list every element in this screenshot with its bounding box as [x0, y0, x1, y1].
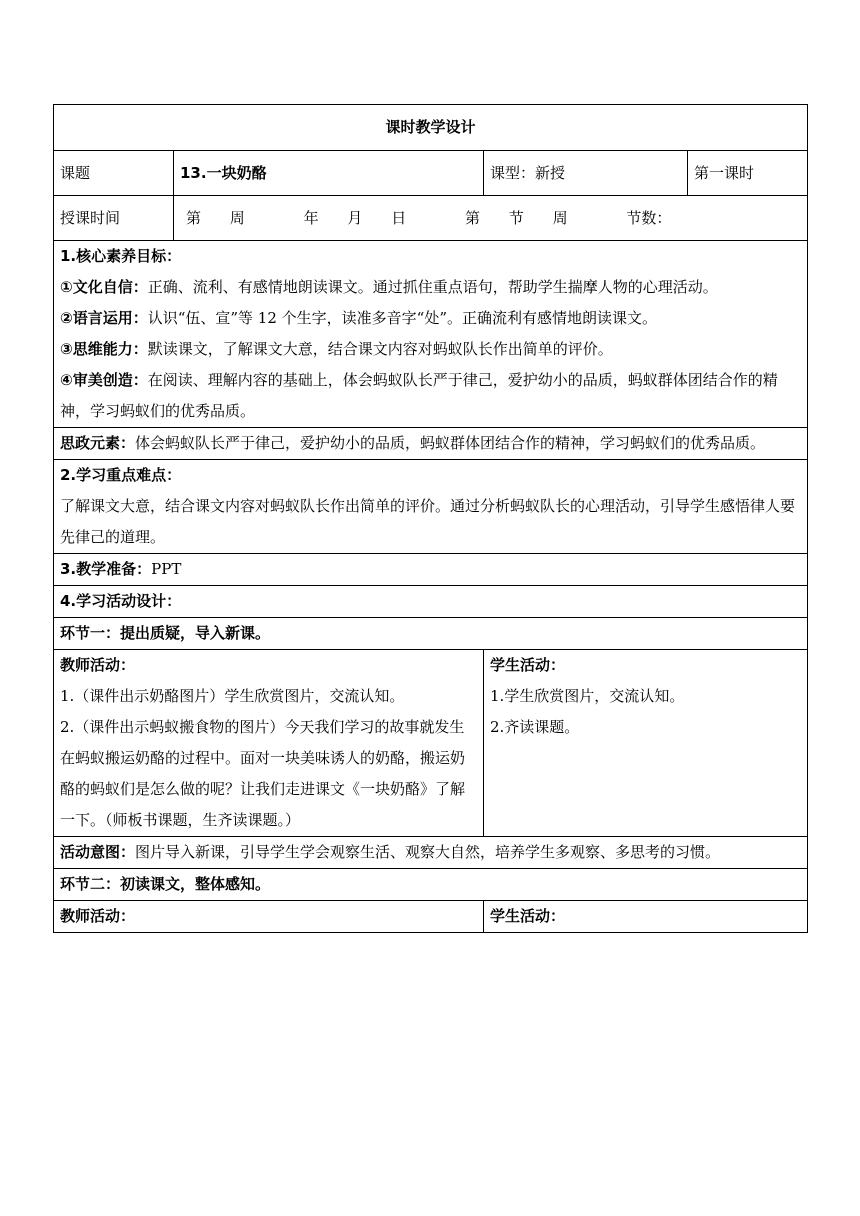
- key-points-cell: [54, 460, 808, 554]
- time-week: 周: [229, 208, 245, 227]
- key-points-text: 了解课文大意，结合课文内容对蚂蚁队长作出简单的评价。通过分析蚂蚁队长的心理活动，引导学生感悟律人要先律己的道理。: [60, 497, 796, 546]
- preparation-cell: [54, 554, 808, 586]
- core-goals-heading: 1.核心素养目标：: [60, 247, 182, 265]
- time-day: 日: [391, 208, 407, 227]
- time-count: 节数：: [626, 208, 672, 227]
- time-row: [174, 196, 808, 241]
- student-activity-label: 学生活动：: [490, 656, 566, 674]
- time-week-2: 周: [552, 208, 568, 227]
- stage1-student-cell: [484, 650, 808, 837]
- preparation-label: 3.教学准备：: [60, 560, 152, 578]
- teacher-activity-item: 2.（课件出示蚂蚁搬食物的图片）今天我们学习的故事就发生在蚂蚁搬运奶酪的过程中。面对一块美味诱人的奶酪，搬运奶酪的蚂蚁们是怎么做的呢？让我们走进课文《一块奶酪》了解一下。（师板书课题，生齐读课题。）: [60, 718, 466, 829]
- key-points-heading: 2.学习重点难点：: [60, 466, 182, 484]
- time-year: 年: [303, 208, 319, 227]
- topic-value: 13.一块奶酪: [174, 151, 484, 196]
- lesson-type: 课型：新授: [484, 151, 688, 196]
- intent-text: 图片导入新课，引导学生学会观察生活、观察大自然，培养学生多观察、多思考的习惯。: [135, 843, 721, 861]
- lesson-plan-table: [53, 104, 808, 933]
- student-activity-item: 1.学生欣赏图片，交流认知。: [490, 687, 685, 705]
- core-goals-cell: [54, 241, 808, 428]
- lesson-period: 第一课时: [688, 151, 808, 196]
- ideology-label: 思政元素：: [60, 434, 136, 452]
- ideology-cell: [54, 428, 808, 460]
- stage2-title: 环节二：初读课文，整体感知。: [54, 869, 808, 901]
- goal-item: ④审美创造：在阅读、理解内容的基础上，体会蚂蚁队长严于律己，爱护幼小的品质，蚂蚁群体团结合作的精神，学习蚂蚁们的优秀品质。: [60, 371, 778, 420]
- goal-item: ①文化自信：正确、流利、有感情地朗读课文。通过抓住重点语句，帮助学生揣摩人物的心理活动。: [60, 278, 718, 296]
- stage2-student-label: 学生活动：: [484, 901, 808, 933]
- activities-heading: 4.学习活动设计：: [54, 586, 808, 618]
- stage1-teacher-cell: [54, 650, 484, 837]
- stage1-title: 环节一：提出质疑，导入新课。: [54, 618, 808, 650]
- topic-label: 课题: [54, 151, 174, 196]
- student-activity-item: 2.齐读课题。: [490, 718, 580, 736]
- time-label: 授课时间: [54, 196, 174, 241]
- preparation-value: PPT: [151, 560, 182, 578]
- time-month: 月: [347, 208, 363, 227]
- time-section-prefix: 第: [464, 208, 480, 227]
- stage2-teacher-label: 教师活动：: [54, 901, 484, 933]
- teacher-activity-item: 1.（课件出示奶酪图片）学生欣赏图片，交流认知。: [60, 687, 405, 705]
- ideology-text: 体会蚂蚁队长严于律己，爱护幼小的品质，蚂蚁群体团结合作的精神，学习蚂蚁们的优秀品质。: [135, 434, 766, 452]
- intent-label: 活动意图：: [60, 843, 136, 861]
- document-title: 课时教学设计: [54, 105, 808, 151]
- teacher-activity-label: 教师活动：: [60, 656, 136, 674]
- goal-item: ③思维能力：默读课文，了解课文大意，结合课文内容对蚂蚁队长作出简单的评价。: [60, 340, 613, 358]
- time-week-prefix: 第: [186, 208, 202, 227]
- goal-item: ②语言运用：认识“伍、宣”等 12 个生字，读准多音字“处”。正确流利有感情地朗读课文。: [60, 309, 658, 327]
- time-section: 节: [508, 208, 524, 227]
- stage1-intent-cell: [54, 837, 808, 869]
